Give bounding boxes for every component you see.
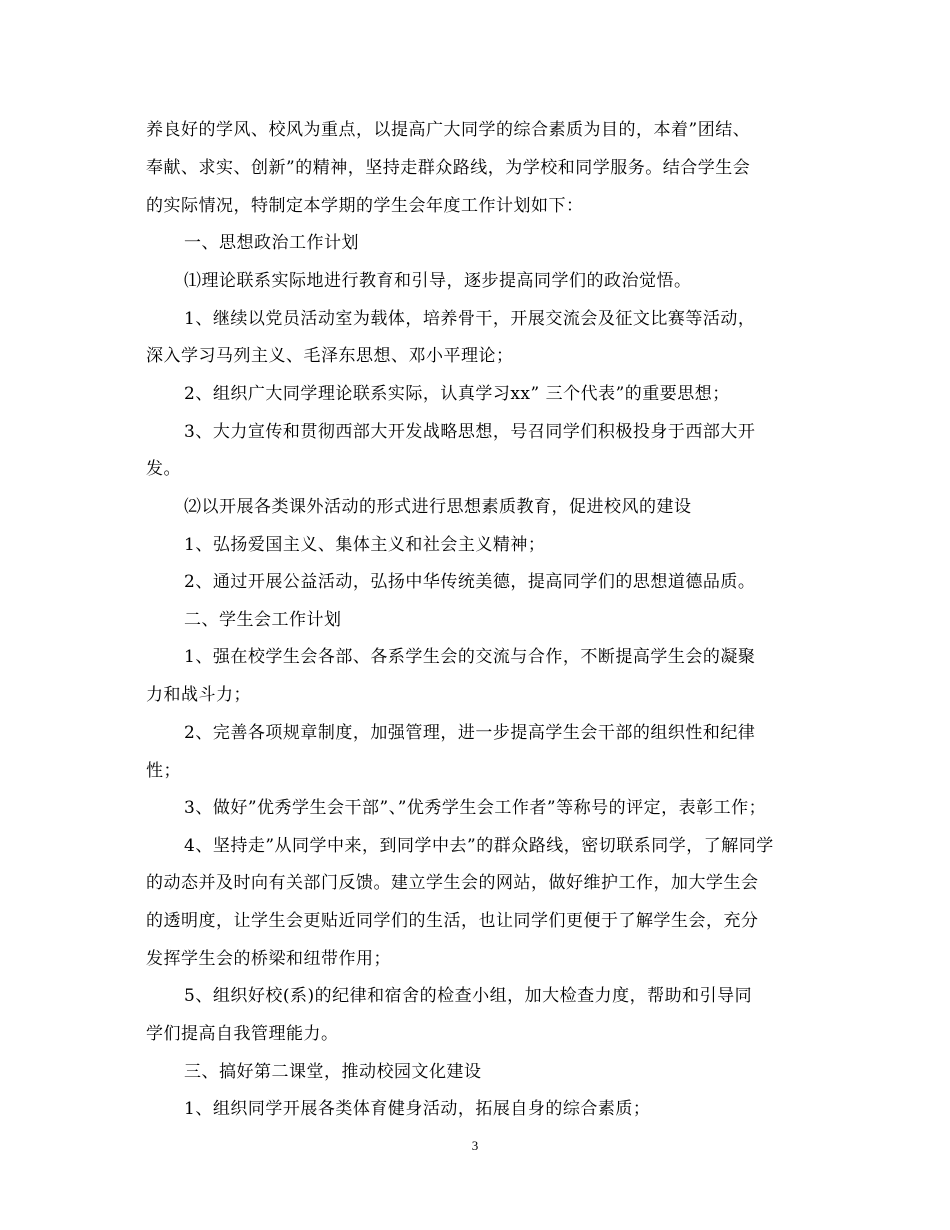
body-line: 养良好的学风、校风为重点，以提高广大同学的综合素质为目的，本着”团结、	[146, 120, 751, 140]
list-item-continuation: 性；	[146, 761, 181, 781]
list-item: 4、坚持走”从同学中来，到同学中去”的群众路线，密切联系同学，了解同学	[184, 836, 774, 856]
list-item: 5、组织好校(系)的纪律和宿舍的检查小组，加大检查力度，帮助和引导同	[184, 986, 753, 1006]
list-item-continuation: 发。	[146, 459, 181, 479]
list-item-continuation: 的透明度，让学生会更贴近同学们的生活，也让同学们更便于了解学生会，充分	[146, 911, 759, 931]
subsection-heading: ⑵以开展各类课外活动的形式进行思想素质教育，促进校风的建设	[184, 497, 692, 517]
page-number: 3	[471, 1138, 479, 1153]
list-item: 1、继续以党员活动室为载体，培养骨干，开展交流会及征文比赛等活动，	[184, 309, 756, 329]
list-item-continuation: 的动态并及时向有关部门反馈。建立学生会的网站，做好维护工作，加大学生会	[146, 873, 759, 893]
section-heading: 三、搞好第二课堂，推动校园文化建设	[184, 1062, 482, 1082]
list-item: 1、组织同学开展各类体育健身活动，拓展自身的综合素质；	[184, 1099, 651, 1119]
section-heading: 二、学生会工作计划	[184, 610, 342, 630]
list-item: 3、做好”优秀学生会干部”、”优秀学生会工作者”等称号的评定，表彰工作；	[184, 798, 767, 818]
body-line: 的实际情况，特制定本学期的学生会年度工作计划如下：	[146, 196, 584, 216]
subsection-heading: ⑴理论联系实际地进行教育和引导，逐步提高同学们的政治觉悟。	[184, 271, 692, 291]
list-item: 2、完善各项规章制度，加强管理，进一步提高学生会干部的组织性和纪律	[184, 723, 756, 743]
list-item-continuation: 学们提高自我管理能力。	[146, 1024, 339, 1044]
list-item-continuation: 力和战斗力；	[146, 685, 251, 705]
list-item: 2、通过开展公益活动，弘扬中华传统美德，提高同学们的思想道德品质。	[184, 572, 756, 592]
section-heading: 一、思想政治工作计划	[184, 233, 359, 253]
list-item: 2、组织广大同学理论联系实际，认真学习xx” 三个代表”的重要思想；	[184, 384, 730, 404]
list-item-continuation: 发挥学生会的桥梁和纽带作用；	[146, 949, 391, 969]
body-line: 奉献、求实、创新”的精神，坚持走群众路线，为学校和同学服务。结合学生会	[146, 158, 751, 178]
list-item: 1、强在校学生会各部、各系学生会的交流与合作，不断提高学生会的凝聚	[184, 647, 756, 667]
list-item: 3、大力宣传和贯彻西部大开发战略思想，号召同学们积极投身于西部大开	[184, 422, 756, 442]
list-item-continuation: 深入学习马列主义、毛泽东思想、邓小平理论；	[146, 346, 514, 366]
list-item: 1、弘扬爱国主义、集体主义和社会主义精神；	[184, 535, 546, 555]
